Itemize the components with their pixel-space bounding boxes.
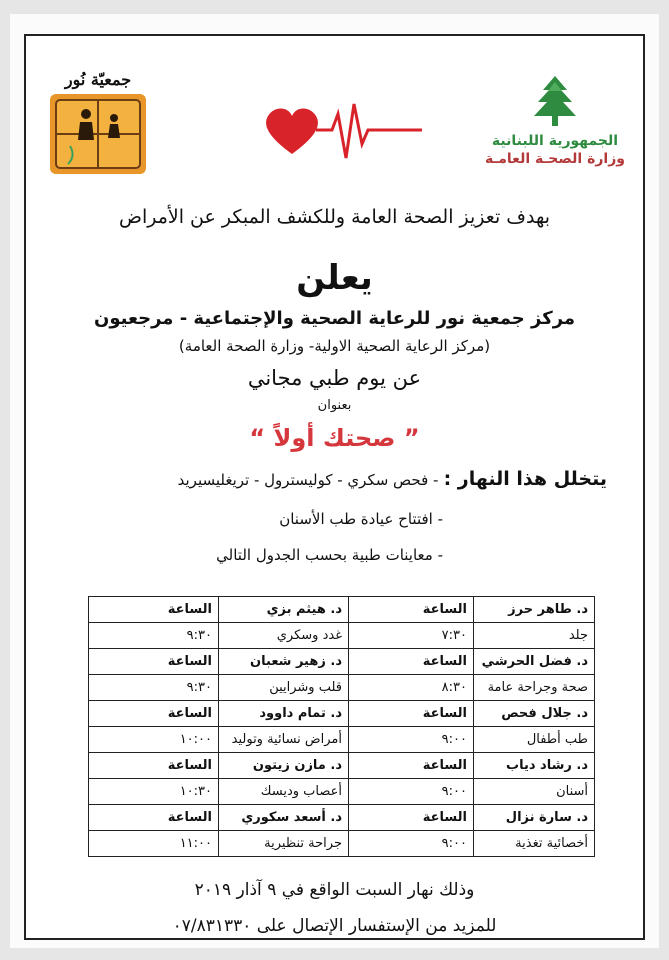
time-label: الساعة bbox=[89, 597, 219, 623]
contact-info: للمزيد من الإستفسار الإتصال على ٠٧/٨٣١٣٣٠ bbox=[172, 916, 497, 936]
day-label: يتخلل هذا النهار : bbox=[443, 468, 607, 490]
time-label: الساعة bbox=[349, 701, 474, 727]
ministry-logo bbox=[485, 74, 625, 168]
appointment-time: ١٠:٠٠ bbox=[89, 727, 219, 753]
appointment-time: ١١:٠٠ bbox=[89, 831, 219, 857]
center-subtitle: (مركز الرعاية الصحية الاولية- وزارة الصحة العامة) bbox=[178, 337, 491, 355]
specialty: قلب وشرايين bbox=[219, 675, 349, 701]
doctor-name: د. تمام داوود bbox=[219, 701, 349, 727]
center-name: مركز جمعية نور للرعاية الصحية والإجتماعية - مرجعيون bbox=[93, 308, 576, 329]
doctor-name: د. جلال فحص bbox=[474, 701, 595, 727]
activity-item-2: - افتتاح عيادة طب الأسنان bbox=[279, 510, 443, 528]
time-label: الساعة bbox=[349, 805, 474, 831]
doctor-name: د. طاهر حرز bbox=[474, 597, 595, 623]
time-label: الساعة bbox=[89, 805, 219, 831]
titled-text: بعنوان bbox=[317, 398, 352, 413]
specialty: جلد bbox=[474, 623, 595, 649]
schedule-row bbox=[89, 701, 595, 727]
schedule-row bbox=[89, 597, 595, 623]
schedule-row bbox=[89, 779, 595, 805]
appointment-time: ٩:٣٠ bbox=[89, 623, 219, 649]
ministry-country: الجمهورية اللبنانية bbox=[491, 133, 619, 149]
activity-item-3: - معاينات طبية بحسب الجدول التالي bbox=[216, 546, 443, 564]
schedule-row bbox=[89, 649, 595, 675]
heart-pulse-icon bbox=[262, 96, 422, 176]
schedule-table bbox=[88, 596, 595, 857]
specialty: أسنان bbox=[474, 779, 595, 805]
doctor-name: د. رشاد دياب bbox=[474, 753, 595, 779]
schedule-row bbox=[89, 805, 595, 831]
schedule-row bbox=[89, 831, 595, 857]
doctor-name: د. زهير شعبان bbox=[219, 649, 349, 675]
doctor-name: د. مازن زيتون bbox=[219, 753, 349, 779]
time-label: الساعة bbox=[89, 649, 219, 675]
intro-text: بهدف تعزيز الصحة العامة وللكشف المبكر عن الأمراض bbox=[118, 206, 551, 228]
specialty: جراحة تنظيرية bbox=[219, 831, 349, 857]
ministry-name: وزارة الصحـة العامـة bbox=[484, 151, 625, 167]
appointment-time: ٩:٠٠ bbox=[349, 831, 474, 857]
doctor-name: د. أسعد سكوري bbox=[219, 805, 349, 831]
specialty: أعصاب وديسك bbox=[219, 779, 349, 805]
time-label: الساعة bbox=[349, 649, 474, 675]
schedule-row bbox=[89, 675, 595, 701]
specialty: غدد وسكري bbox=[219, 623, 349, 649]
time-label: الساعة bbox=[89, 701, 219, 727]
free-day-text: عن يوم طبي مجاني bbox=[247, 366, 422, 390]
doctor-name: د. فضل الحرشي bbox=[474, 649, 595, 675]
specialty: أمراض نسائية وتوليد bbox=[219, 727, 349, 753]
time-label: الساعة bbox=[89, 753, 219, 779]
time-label: الساعة bbox=[349, 597, 474, 623]
appointment-time: ٩:٣٠ bbox=[89, 675, 219, 701]
appointment-time: ٩:٠٠ bbox=[349, 727, 474, 753]
association-logo bbox=[48, 70, 148, 174]
doctor-name: د. هيثم بزي bbox=[219, 597, 349, 623]
specialty: طب أطفال bbox=[474, 727, 595, 753]
flyer-frame bbox=[24, 34, 645, 940]
flyer-sheet bbox=[10, 14, 659, 948]
cedar-icon bbox=[532, 74, 578, 128]
schedule-row bbox=[89, 753, 595, 779]
family-logo-icon bbox=[50, 94, 146, 174]
time-label: الساعة bbox=[349, 753, 474, 779]
appointment-time: ٨:٣٠ bbox=[349, 675, 474, 701]
appointment-time: ٩:٠٠ bbox=[349, 779, 474, 805]
doctor-name: د. سارة نزال bbox=[474, 805, 595, 831]
specialty: أخصائية تغذية bbox=[474, 831, 595, 857]
schedule-row bbox=[89, 727, 595, 753]
activity-item-1: - فحص سكري - كوليسترول - تريغليسيريد bbox=[177, 471, 439, 489]
announce-heading: يعلن bbox=[296, 258, 373, 298]
appointment-time: ١٠:٣٠ bbox=[89, 779, 219, 805]
day-activities bbox=[47, 468, 607, 490]
slogan: ” صحتك أولاً “ bbox=[249, 424, 420, 452]
schedule-row bbox=[89, 623, 595, 649]
appointment-time: ٧:٣٠ bbox=[349, 623, 474, 649]
association-name: جمعيّة نُور bbox=[64, 70, 132, 89]
event-date: وذلك نهار السبت الواقع في ٩ آذار ٢٠١٩ bbox=[194, 880, 475, 900]
specialty: صحة وجراحة عامة bbox=[474, 675, 595, 701]
